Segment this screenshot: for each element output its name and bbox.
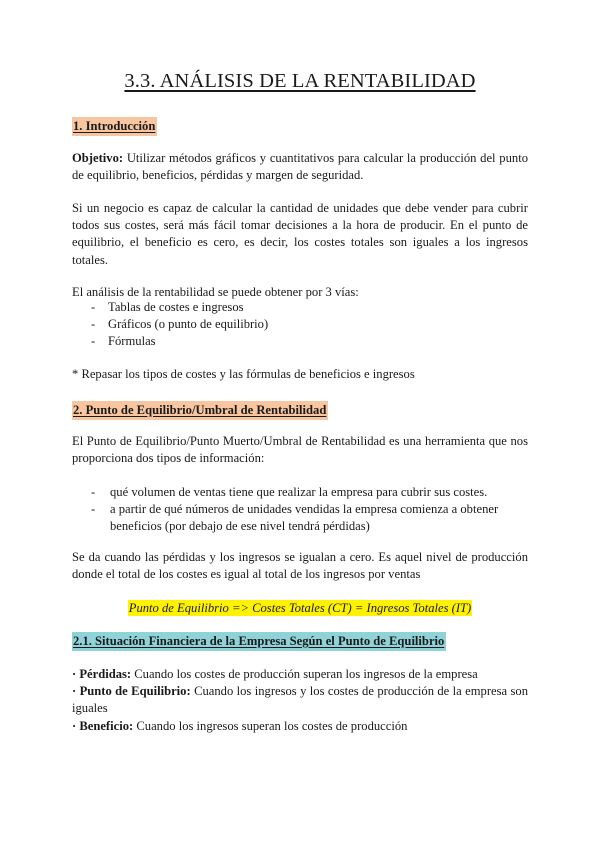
item-label: · Punto de Equilibrio: xyxy=(72,684,191,699)
note-paragraph: * Repasar los tipos de costes y las fórmulas de beneficios e ingresos xyxy=(72,367,415,381)
list-item-text: Tablas de costes e ingresos xyxy=(108,300,244,314)
item-label: · Beneficio: xyxy=(72,718,134,733)
situacion-item-punto-equilibrio xyxy=(72,683,528,717)
item-label: · Pérdidas: xyxy=(72,667,132,681)
list-item xyxy=(72,333,528,350)
intro-paragraph: Si un negocio es capaz de calcular la cantidad de unidades que debe vender para cubrir todos sus costes, será más fácil tomar decisiones a la hora de producir. En el punto de equilibrio, el beneficio es cero, es decir, los costes totales son iguales a los ingresos totales. xyxy=(72,201,528,267)
info-list xyxy=(72,484,528,536)
list-item-text: Fórmulas xyxy=(108,334,156,349)
page-title: 3.3. ANÁLISIS DE LA RENTABILIDAD xyxy=(124,70,476,92)
list-item-text: qué volumen de ventas tiene que realizar la empresa para cubrir sus costes. xyxy=(110,485,488,499)
section-heading-introduccion: 1. Introducción xyxy=(72,117,157,136)
formula-text: Punto de Equilibrio => Costes Totales (CT) = Ingresos Totales (IT) xyxy=(128,601,472,615)
dash-marker: - xyxy=(91,334,96,349)
dash-marker: - xyxy=(91,502,96,517)
vias-list xyxy=(72,299,528,351)
dash-marker: - xyxy=(91,317,96,332)
objetivo-paragraph xyxy=(72,150,528,184)
section-heading-punto-equilibrio: 2. Punto de Equilibrio/Umbral de Rentabilidad xyxy=(72,401,328,420)
dash-marker: - xyxy=(91,300,96,314)
situacion-item-perdidas xyxy=(72,666,528,683)
igualdad-paragraph: Se da cuando las pérdidas y los ingresos se igualan a cero. Es aquel nivel de producción donde el total de los costes es igual al total de los ingresos por ventas xyxy=(72,550,528,582)
item-text: Cuando los ingresos y los costes de producción de la empresa son iguales xyxy=(72,684,529,716)
list-item xyxy=(72,501,528,535)
list-item xyxy=(72,316,528,333)
situacion-item-beneficio xyxy=(72,718,528,735)
item-text: Cuando los costes de producción superan los ingresos de la empresa xyxy=(131,667,478,681)
objetivo-text: Utilizar métodos gráficos y cuantitativos para calcular la producción del punto de equilibrio, beneficios, pérdidas y margen de seguridad. xyxy=(72,151,528,183)
list-item-text: Gráficos (o punto de equilibrio) xyxy=(108,317,269,332)
dash-marker: - xyxy=(91,485,96,499)
objetivo-label: Objetivo: xyxy=(72,151,124,165)
list-item-text: a partir de qué números de unidades vendidas la empresa comienza a obtener beneficios (por debajo de ese nivel tendrá pérdidas) xyxy=(110,502,499,534)
formula-line xyxy=(72,600,528,616)
list-item xyxy=(72,299,528,316)
section-heading-situacion-financiera: 2.1. Situación Financiera de la Empresa Según el Punto de Equilibrio xyxy=(72,632,446,651)
situacion-items xyxy=(72,666,528,735)
list-item xyxy=(72,484,528,501)
punto-equilibrio-paragraph: El Punto de Equilibrio/Punto Muerto/Umbral de Rentabilidad es una herramienta que nos proporciona dos tipos de información: xyxy=(72,434,528,466)
item-text: Cuando los ingresos superan los costes de producción xyxy=(133,718,408,733)
vias-intro-paragraph: El análisis de la rentabilidad se puede obtener por 3 vías: xyxy=(72,285,359,299)
